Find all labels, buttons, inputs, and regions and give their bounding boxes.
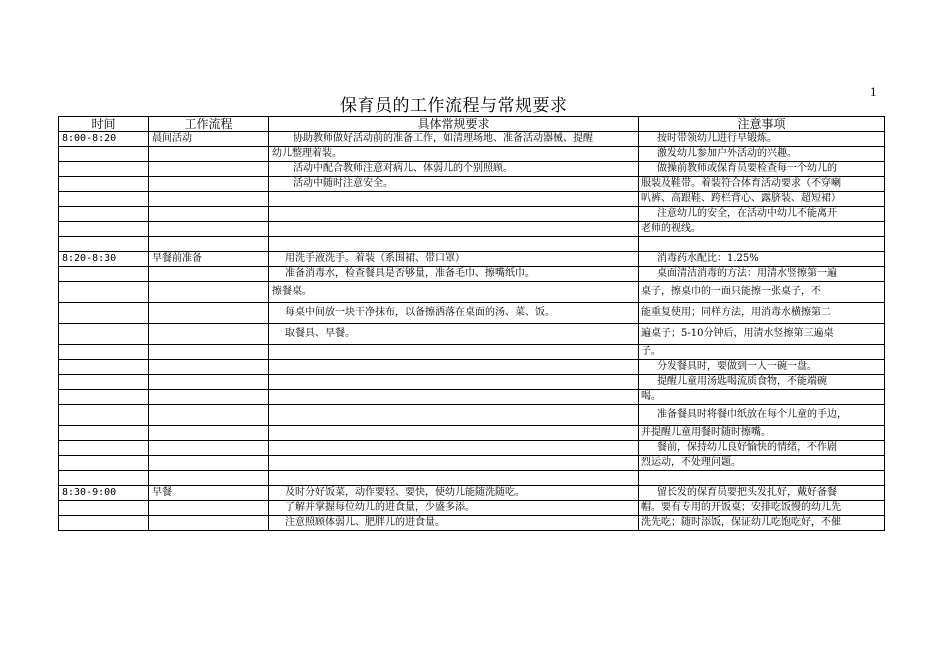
table-row: [59, 147, 885, 162]
table-row: [59, 345, 885, 360]
cell-requirement: [269, 192, 639, 207]
table-row: [59, 132, 885, 147]
cell-flow: [149, 405, 269, 426]
cell-requirement: 取餐具、早餐。: [269, 324, 639, 345]
table-row: [59, 501, 885, 516]
cell-note: 烈运动，不处理问题。: [639, 456, 885, 471]
cell-flow: [149, 345, 269, 360]
cell-time: [59, 267, 149, 282]
cell-time: [59, 324, 149, 345]
table-row: [59, 207, 885, 222]
cell-note: 能重复使用；同样方法，用消毒水横擦第二: [639, 303, 885, 324]
table-row: [59, 390, 885, 405]
cell-flow: [149, 426, 269, 441]
table-row: [59, 375, 885, 390]
table-row: [59, 426, 885, 441]
cell-requirement: 每桌中间放一块干净抹布，以备擦洒落在桌面的汤、菜、饭。: [269, 303, 639, 324]
table-row: [59, 303, 885, 324]
cell-requirement: [269, 375, 639, 390]
cell-requirement: [269, 441, 639, 456]
table-row: [59, 324, 885, 345]
table-row: [59, 222, 885, 237]
cell-flow: [149, 192, 269, 207]
cell-requirement: [269, 390, 639, 405]
cell-flow: [149, 441, 269, 456]
table-row: [59, 252, 885, 267]
cell-flow: [149, 375, 269, 390]
cell-requirement: 协助教师做好活动前的准备工作，如清理场地、准备活动器械、提醒: [269, 132, 639, 147]
cell-requirement: [269, 456, 639, 471]
cell-requirement: 幼儿整理着装。: [269, 147, 639, 162]
cell-requirement: 用洗手液洗手。着装（系围裙、带口罩）: [269, 252, 639, 267]
cell-time: [59, 501, 149, 516]
cell-flow: [149, 282, 269, 303]
cell-time: [59, 405, 149, 426]
cell-note: 帽。要有专用的开饭桌；安排吃饭慢的幼儿先: [639, 501, 885, 516]
cell-note: 激发幼儿参加户外活动的兴趣。: [639, 147, 885, 162]
cell-time: [59, 177, 149, 192]
cell-requirement: [269, 345, 639, 360]
cell-time: [59, 441, 149, 456]
cell-note: 并提醒儿童用餐时随时擦嘴。: [639, 426, 885, 441]
cell-note: 喝。: [639, 390, 885, 405]
cell-flow: [149, 390, 269, 405]
cell-flow: [149, 207, 269, 222]
cell-flow: [149, 471, 269, 486]
header-notes: 注意事项: [639, 117, 885, 132]
cell-time: [59, 192, 149, 207]
cell-time: [59, 237, 149, 252]
workflow-table: [58, 116, 885, 531]
cell-requirement: 活动中配合教师注意对病儿、体弱儿的个别照顾。: [269, 162, 639, 177]
cell-time: 8:20-8:30: [59, 252, 149, 267]
table-row: [59, 267, 885, 282]
cell-requirement: [269, 207, 639, 222]
cell-note: 消毒药水配比：1.25%: [639, 252, 885, 267]
table-row: [59, 441, 885, 456]
cell-time: [59, 390, 149, 405]
cell-time: [59, 162, 149, 177]
cell-flow: [149, 222, 269, 237]
table-row: [59, 471, 885, 486]
header-requirements: 具体常规要求: [269, 117, 639, 132]
header-flow: 工作流程: [149, 117, 269, 132]
cell-flow: [149, 516, 269, 531]
table-row: [59, 282, 885, 303]
cell-time: [59, 516, 149, 531]
cell-note: 子。: [639, 345, 885, 360]
table-header-row: [59, 117, 885, 132]
cell-requirement: [269, 237, 639, 252]
cell-note: 注意幼儿的安全，在活动中幼儿不能离开: [639, 207, 885, 222]
cell-flow: [149, 162, 269, 177]
cell-requirement: 擦餐桌。: [269, 282, 639, 303]
cell-note: 老师的视线。: [639, 222, 885, 237]
cell-flow: [149, 456, 269, 471]
cell-time: [59, 222, 149, 237]
cell-note: 叭裤、高跟鞋、跨栏背心、露脐装、超短裙）: [639, 192, 885, 207]
cell-requirement: 及时分好饭菜，动作要轻、要快，使幼儿能随洗随吃。: [269, 486, 639, 501]
cell-requirement: 活动中随时注意安全。: [269, 177, 639, 192]
cell-flow: 晨间活动: [149, 132, 269, 147]
cell-note: 洗先吃；随时添饭，保证幼儿吃饱吃好，不催: [639, 516, 885, 531]
cell-flow: [149, 360, 269, 375]
table-row: [59, 177, 885, 192]
cell-time: 8:30-9:00: [59, 486, 149, 501]
cell-note: 桌子，擦桌巾的一面只能擦一张桌子，不: [639, 282, 885, 303]
cell-note: 留长发的保育员要把头发扎好，戴好备餐: [639, 486, 885, 501]
cell-flow: [149, 177, 269, 192]
cell-requirement: [269, 222, 639, 237]
cell-time: [59, 345, 149, 360]
cell-note: 提醒儿童用汤匙喝流质食物，不能端碗: [639, 375, 885, 390]
header-time: 时间: [59, 117, 149, 132]
cell-flow: 早餐: [149, 486, 269, 501]
cell-time: 8:00-8:20: [59, 132, 149, 147]
cell-flow: [149, 324, 269, 345]
cell-flow: [149, 501, 269, 516]
cell-requirement: [269, 360, 639, 375]
cell-requirement: 了解并掌握每位幼儿的进食量，少盛多添。: [269, 501, 639, 516]
cell-note: 遍桌子；5-10分钟后，用清水竖擦第三遍桌: [639, 324, 885, 345]
table-row: [59, 192, 885, 207]
cell-requirement: [269, 426, 639, 441]
cell-flow: [149, 147, 269, 162]
cell-note: [639, 471, 885, 486]
table-row: [59, 486, 885, 501]
cell-requirement: [269, 471, 639, 486]
cell-time: [59, 360, 149, 375]
cell-flow: [149, 267, 269, 282]
page-title: 保育员的工作流程与常规要求: [340, 96, 568, 116]
cell-time: [59, 207, 149, 222]
table-row: [59, 162, 885, 177]
cell-note: 桌面清洁消毒的方法：用清水竖擦第一遍: [639, 267, 885, 282]
page-number: 1: [870, 84, 877, 99]
table-row: [59, 405, 885, 426]
table-row: [59, 516, 885, 531]
cell-time: [59, 303, 149, 324]
cell-time: [59, 375, 149, 390]
table-row: [59, 456, 885, 471]
cell-note: [639, 237, 885, 252]
cell-note: 服装及鞋带。着装符合体育活动要求（不穿喇: [639, 177, 885, 192]
cell-note: 餐前，保持幼儿良好愉快的情绪，不作剧: [639, 441, 885, 456]
cell-requirement: 注意照顾体弱儿、肥胖儿的进食量。: [269, 516, 639, 531]
cell-time: [59, 147, 149, 162]
table-row: [59, 360, 885, 375]
cell-requirement: [269, 405, 639, 426]
cell-time: [59, 282, 149, 303]
cell-note: 分发餐具时，要做到一人一碗一盘。: [639, 360, 885, 375]
cell-flow: 早餐前准备: [149, 252, 269, 267]
cell-note: 做操前教师或保育员要检查每一个幼儿的: [639, 162, 885, 177]
cell-requirement: 准备消毒水，检查餐具是否够量，准备毛巾、擦嘴纸巾。: [269, 267, 639, 282]
cell-time: [59, 426, 149, 441]
cell-flow: [149, 303, 269, 324]
cell-note: 准备餐具时将餐巾纸放在每个儿童的手边，: [639, 405, 885, 426]
cell-flow: [149, 237, 269, 252]
cell-note: 按时带领幼儿进行早锻炼。: [639, 132, 885, 147]
cell-time: [59, 471, 149, 486]
table-row: [59, 237, 885, 252]
cell-time: [59, 456, 149, 471]
